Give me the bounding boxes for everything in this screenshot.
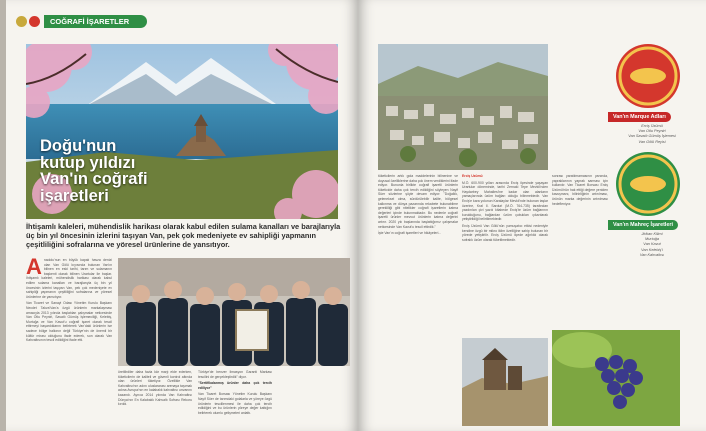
brand-list bbox=[612, 124, 692, 145]
hero-title bbox=[40, 138, 148, 204]
city-photo bbox=[378, 44, 548, 170]
brand-seal-icon bbox=[616, 44, 680, 108]
drop-cap: A bbox=[26, 258, 42, 279]
hero-image bbox=[26, 44, 338, 219]
origin-list bbox=[612, 232, 692, 258]
grapes-photo bbox=[552, 330, 680, 426]
turkey-map-seal-green bbox=[616, 152, 680, 216]
hero-title-line: kutup yıldızı bbox=[40, 153, 136, 172]
hero-title-line: işaretleri bbox=[40, 186, 109, 205]
article-column-2 bbox=[118, 370, 192, 428]
paragraph: nadolu'nun en büyük kapalı havza denizi olan Van Gölü kıyısında bulunan Van'ın bilinen en eski tarihi, tarım ve sulamanın başkenti olarak bilinen Urartular ile başlar. İhtişamlı kaleleri, mühendislik harikası olarak kabul edilen sulama kanalları ve barajlarıyla üç bin yıl öncesinin izlerini taşıyan Van, pek çok medeniyete ev sahipliği yapmanın çeşitliliğini sofralarına ve yöresel ürünlerine de yansıtıyor. bbox=[26, 258, 112, 299]
brand-item: Erciş Üzümü bbox=[641, 124, 663, 128]
article-column-4 bbox=[378, 174, 458, 424]
paragraph: tüketicilerin artık gıda maddelerinin bilinenine ve duyusal özelliklerine daha çok önem verdiklerini ifade ediyor. Bununla birlikte coğrafi işaretli ürünlerin tüketicide daha çok tercih edildiğini söyleyen Nayif Süer sözlerine şöyle devam ediyor: "Doğallık, geleneksel olma, sürdürülebilir kalite, bölgesel kalkınma ve dünya pazarında rekabete bulunabilme gerekliliği gibi nitelikler coğrafi işaretlerin katma değerleri içinde bulunmaktadır. Bu nedenle coğrafi işaretli ürünler mevcut ürünlerin katma değerini artırır. 2020 yılı başlarında başlattığımız çalışmalar neticesinde Van Kavut'u tescil ettirdik." bbox=[378, 174, 458, 229]
fortress-image bbox=[462, 338, 548, 426]
article-column-6 bbox=[552, 174, 608, 324]
brand-item: Van Savatlı Gümüş İşlemesi bbox=[628, 134, 676, 139]
origin-label: Van'ın Mahreç İşaretleri bbox=[608, 220, 678, 230]
paragraph: Erciş Üzümü Van Gölü'nün yumuşatıcı etkisi nedeniyle kendine özgü bir mikro iklim özelliğine sahip bulunan bir yörede yetiştirilir. Erciş Üzümü ilçede ağırlıklı olarak sofralık üzüm olarak tüketilmektedir. bbox=[462, 223, 548, 242]
subheading: "Sertifikalanmış ürünler daha çok tercih ediliyor" bbox=[198, 381, 272, 390]
section-header bbox=[16, 14, 147, 28]
brand-item: Van Gölü Reyisi bbox=[638, 139, 666, 144]
paragraph: üretilirdiler daha fazla kâr marjı elde ederken, tüketicilerin de kaliteli ve güvenli kontrol altında olan ürünleri tüketiyor. Özellikle Van Kahvaltısı'nın adını uluslararası arenaya taşımak adına Avrupa'nın en kalabalık kahvaltısı unvanını kazandı. Ayrıca 2014 yılında Van Kahvaltısı Dünya'nın En Kalabalık Kahvaltı Sofrası Rekoru kırıldı. bbox=[118, 370, 192, 407]
section-title: COĞRAFİ İŞARETLER bbox=[44, 15, 147, 28]
officials-photo bbox=[118, 258, 350, 366]
article-column-3 bbox=[198, 370, 272, 428]
paragraph: Türkiye'de benzer ilmasyon Garanti Markası tescilini de gerçekleştirdik" diyor. bbox=[198, 370, 272, 379]
origin-item: Van Kavut bbox=[643, 242, 661, 247]
paragraph: Van Ticaret Borsası Yönetim Kurulu Başkanı Nayif Süer de tarımdaki gıdalarla ve yöreye özgü ürünlerin tescillenmesi ile daha çok tercih edildiğini ve bu ürünlerin yöreye değer kattığını belirterek olumlu gelişmeleri anlattı. bbox=[198, 392, 272, 415]
van-city-panorama bbox=[378, 44, 548, 170]
grapes-image bbox=[552, 330, 680, 426]
hero-title-line: Van'ın coğrafi bbox=[40, 170, 148, 188]
section-logos bbox=[16, 16, 40, 27]
fortress-photo bbox=[462, 338, 548, 426]
article-column-5 bbox=[462, 174, 548, 334]
origin-seal-icon bbox=[616, 152, 680, 216]
geo-indication-logo-red bbox=[29, 16, 40, 27]
hero-title-line: Doğu'nun bbox=[40, 137, 117, 155]
origin-item: Van Kelebiş'i bbox=[641, 247, 663, 252]
section-heading: Erciş Üzümü bbox=[462, 174, 483, 178]
origin-item: Murtuğa bbox=[645, 237, 659, 242]
origin-item: Jirikan Kilimi bbox=[641, 232, 663, 236]
right-page bbox=[358, 0, 706, 431]
paragraph: sonrası yaratılmamasının yanında, yapraklarının yaprak sarması için kullanılır. Van Ticaret Borsası Erciş Üzümü'nün hak ettiği değere yeniden kavuşmanı, bilinirliğinin artırılması, ürünün marka değerinin artırılması hedefleniyor. bbox=[552, 174, 608, 206]
brand-label: Van'ın Marque Adları bbox=[608, 112, 671, 122]
lead-paragraph: İhtişamlı kaleleri, mühendislik harikası olarak kabul edilen sulama kanalları ve barajlarıyla üç bin yıl öncesinin izlerini taşıyan Van, pek çok medeniyete ev sahipliği yapmanın çeşitliliğini sofralarına ve yöresel ürünlerine de yansıtıyor. bbox=[26, 222, 341, 249]
paragraph: İşte Van'ın coğrafi işaretleri ve hikâyeleri... bbox=[378, 231, 442, 236]
article-column-1 bbox=[26, 258, 112, 428]
left-page bbox=[6, 0, 358, 431]
paragraph: M.Ö. 600-900 yılları arasında Erciş ilçesinde yaşayan Urartular döneminde, tarihi Zernaki Tepe Mevkii'nden Haydarbey Mahallesi'ne kadar olan alanların yamaçlarında üzüm bağları olduğu bilinmektedir. Van Erciş'e kara yolunun Karalaylar Mevkii'nde bulunan taşlar üzerine, Kral II. Sarduri (M.Ö. 764-735) tarafından yazdırılan çivi yazılı kitabede Erciş'te üzüm bağlarının kurulduğunu, bağlardan üzüm çubukları çıkarılarak yetiştirildiği belirtilmektedir. bbox=[462, 180, 548, 222]
paragraph: Van Ticaret ve Sanayi Odası Yönetim Kurulu Başkanı Necdet Takva'Van'a özgü ürünlerin markalaşması amacıyla 2013 yılında başlatılan çalışmalar neticesinde Van Otlu Peyniri, Savatlı Gümüş İşlemeciliği, Kelebiş, Murtuğa ve Van Kavut'u coğrafi işaret olarak tescil ettirmeyi başardıklarını belirterek Van'daki ürünlerin ise sadece bölge halkının değil Türkiye'nin de önemli bir kültür mirası olduğunu ifade ederek, son olarak Van Kahvaltısının tescil edildiğini ifade etti. bbox=[26, 301, 112, 343]
brand-item: Van Otlu Peyniri bbox=[638, 129, 666, 134]
turkey-map-seal bbox=[616, 44, 680, 108]
origin-item: Van Kahvaltısı bbox=[639, 252, 665, 257]
geo-indication-logo bbox=[16, 16, 27, 27]
ceremony-photo bbox=[118, 258, 350, 366]
